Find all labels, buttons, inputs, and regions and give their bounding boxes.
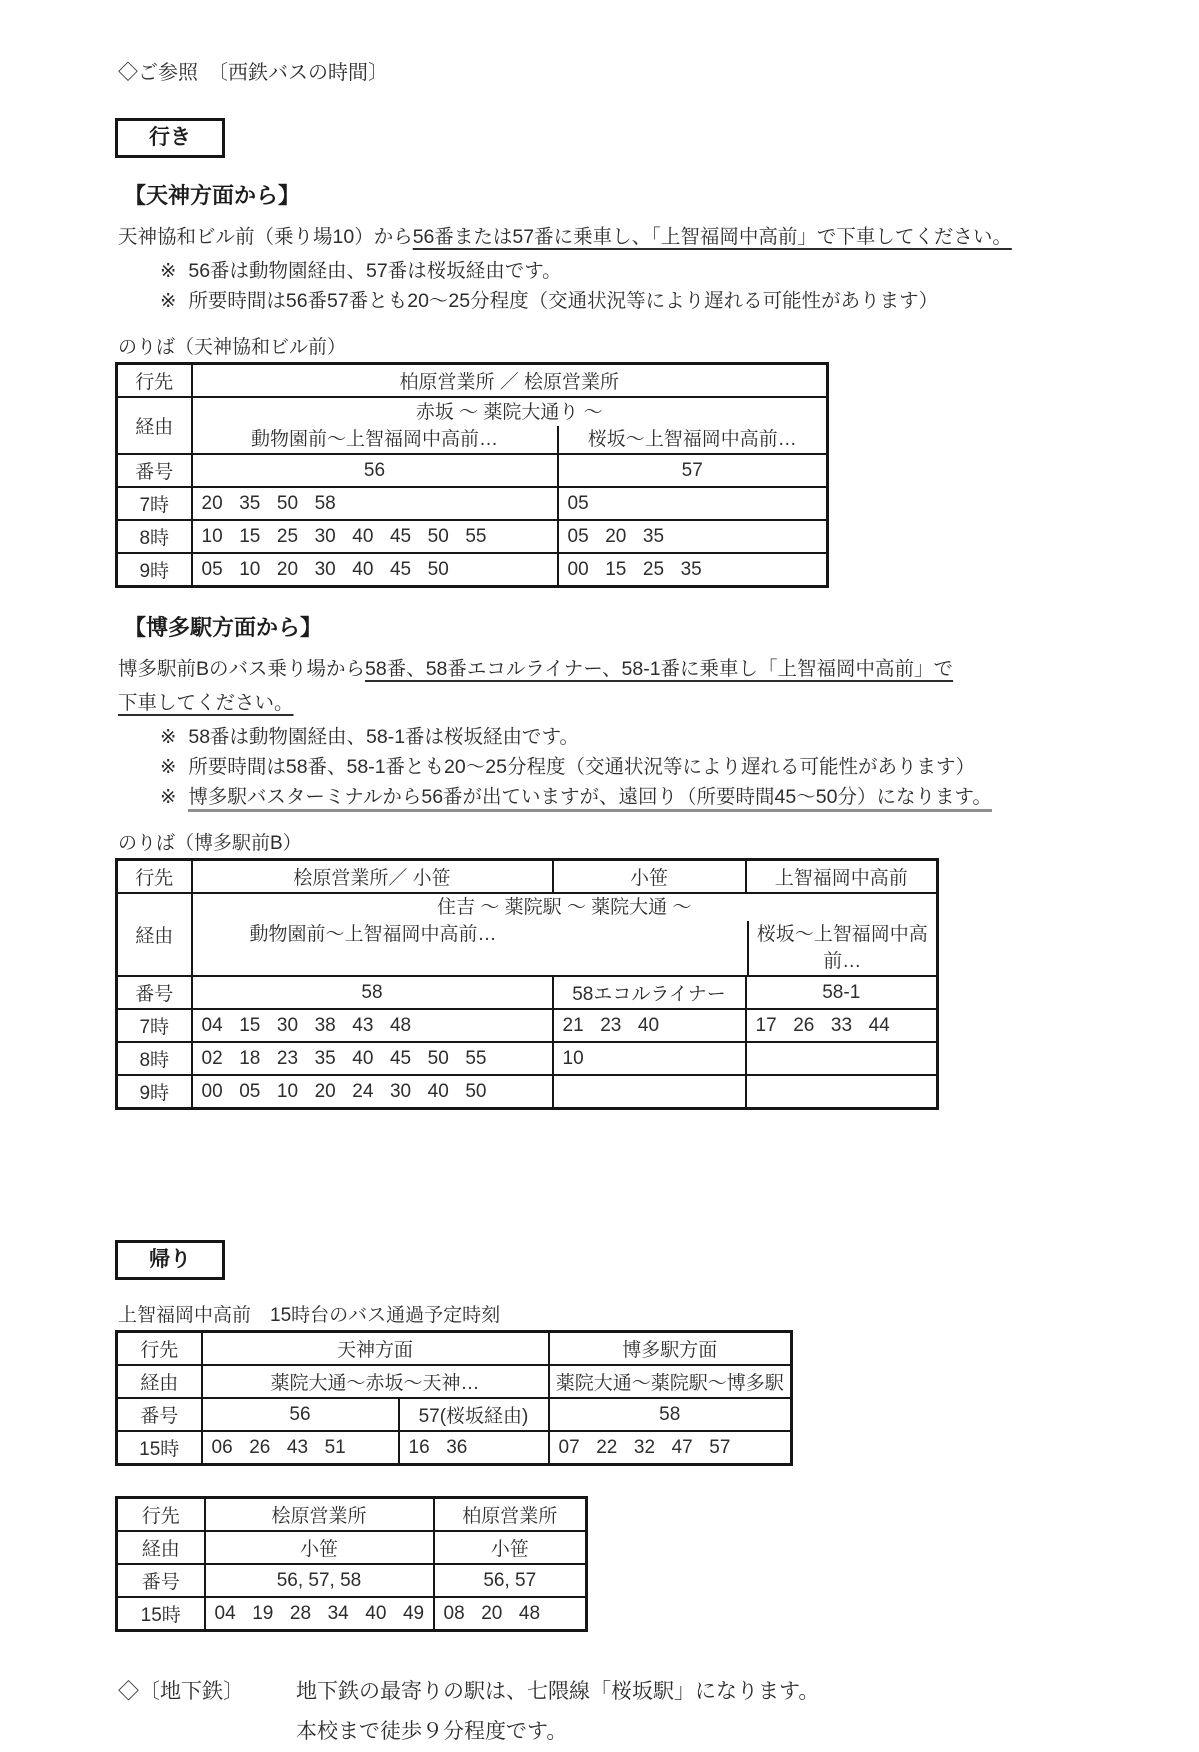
via-cell: 小笹 [205, 1531, 434, 1564]
dest-cell: 柏原営業所 [434, 1498, 587, 1532]
via-row [117, 893, 938, 976]
via-route-1: 動物園前～上智福岡中高前… [193, 426, 559, 453]
hour-label-cell: 8時 [117, 1042, 192, 1075]
times-cell: 05 20 35 [558, 520, 828, 553]
hour-row [117, 553, 828, 587]
hakata-stop-caption: のりば（博多駅前B） [118, 833, 302, 854]
times-cell [746, 1075, 938, 1109]
via-common: 赤坂 ～ 薬院大通り ～ [415, 401, 603, 423]
homeward-badge: 帰り [115, 1240, 225, 1280]
route-number-cell: 58-1 [746, 976, 938, 1009]
via-route-3: 桜坂～上智福岡中高前… [747, 921, 937, 975]
via-branches [193, 921, 937, 975]
via-row [117, 1531, 587, 1564]
via-label-cell: 経由 [117, 1531, 205, 1564]
hour-label-cell: 8時 [117, 520, 192, 553]
hakata-lead-plain: 博多駅前Bのバス乗り場から [118, 658, 366, 680]
homeward-caption: 上智福岡中高前 15時台のバス通過予定時刻 [118, 1305, 501, 1326]
via-route-1: 動物園前～上智福岡中高前… [249, 924, 497, 945]
doc-title: ◇ご参照 〔西鉄バスの時間〕 [118, 62, 388, 84]
hakata-lead-underlined-1: 58番、58番エコルライナー、58-1番に乗車し「上智福岡中高前」で [365, 658, 954, 680]
via-label-cell: 経由 [117, 893, 192, 976]
hakata-note [160, 782, 1171, 812]
route-number-cell: 58エコルライナー [553, 976, 746, 1009]
times-cell: 05 10 20 30 40 45 50 [192, 553, 558, 587]
note-marker: ※ [160, 290, 177, 312]
dest-cell: 博多駅方面 [549, 1332, 792, 1366]
via-cell: 薬院大通～薬院駅～博多駅 [549, 1365, 792, 1398]
tenjin-note [160, 256, 1171, 286]
dest-row [117, 1498, 587, 1532]
note-marker: ※ [160, 726, 177, 748]
route-number-cell: 56 [192, 454, 558, 487]
via-cell: 小笹 [434, 1531, 587, 1564]
hour-label-cell: 9時 [117, 1075, 192, 1109]
dest-row [117, 860, 938, 894]
subway-marker: ◇〔地下鉄〕 [118, 1680, 244, 1703]
route-number-cell: 56, 57, 58 [205, 1564, 434, 1597]
tenjin-heading: 【天神方面から】 [124, 183, 301, 208]
homeward-timetable-depot [115, 1496, 588, 1632]
route-number-cell: 56, 57 [434, 1564, 587, 1597]
via-row [117, 397, 828, 454]
route-number-cell: 57(桜坂経由) [399, 1398, 549, 1431]
note-text-emphasized: 博多駅バスターミナルから56番が出ていますが、遠回り（所要時間45～50分）になります。 [188, 786, 992, 812]
times-cell: 06 26 43 51 [202, 1431, 399, 1465]
times-cell: 08 20 48 [434, 1597, 587, 1631]
tenjin-lead-underlined: 56番または57番に乗車し、「上智福岡中高前」で下車してください。 [412, 226, 1012, 248]
hour-label-cell: 15時 [117, 1431, 202, 1465]
times-cell: 02 18 23 35 40 45 50 55 [192, 1042, 553, 1075]
note-text: 56番は動物園経由、57番は桜坂経由です。 [188, 260, 562, 282]
hour-row [117, 1431, 792, 1465]
times-cell: 00 05 10 20 24 30 40 50 [192, 1075, 553, 1109]
dest-cell: 小笹 [553, 860, 746, 894]
route-number-cell: 57 [558, 454, 828, 487]
homeward-timetable-main [115, 1330, 793, 1466]
dest-cell: 上智福岡中高前 [746, 860, 938, 894]
number-label-cell: 番号 [117, 1398, 202, 1431]
dest-label-cell: 行先 [117, 364, 192, 398]
via-spacer [554, 921, 747, 975]
tenjin-note [160, 286, 1171, 316]
number-row [117, 976, 938, 1009]
hour-row [117, 1075, 938, 1109]
subway-line-1: 地下鉄の最寄りの駅は、七隈線「桜坂駅」になります。 [296, 1680, 820, 1703]
times-cell [553, 1075, 746, 1109]
hakata-lead-underlined-2: 下車してください。 [118, 692, 294, 714]
times-cell: 16 36 [399, 1431, 549, 1465]
hour-row [117, 1042, 938, 1075]
route-number-cell: 58 [549, 1398, 792, 1431]
number-label-cell: 番号 [117, 1564, 205, 1597]
via-branches [193, 426, 827, 453]
hour-label-cell: 9時 [117, 553, 192, 587]
hakata-lead [118, 652, 1171, 720]
via-label-cell: 経由 [117, 397, 192, 454]
tenjin-lead [118, 220, 1171, 254]
times-cell: 04 19 28 34 40 49 [205, 1597, 434, 1631]
number-row [117, 454, 828, 487]
dest-row [117, 1332, 792, 1366]
dest-cell: 桧原営業所 [205, 1498, 434, 1532]
times-cell: 00 15 25 35 [558, 553, 828, 587]
tenjin-stop-caption: のりば（天神協和ビル前） [118, 337, 347, 358]
times-cell [746, 1042, 938, 1075]
via-cell: 薬院大通～赤坂～天神… [202, 1365, 549, 1398]
dest-cell: 天神方面 [202, 1332, 549, 1366]
hour-row [117, 487, 828, 520]
number-label-cell: 番号 [117, 454, 192, 487]
outbound-badge: 行き [115, 118, 225, 158]
note-marker: ※ [160, 756, 177, 778]
tenjin-notes [160, 256, 1171, 316]
hakata-notes [160, 722, 1171, 812]
note-marker: ※ [160, 786, 177, 808]
times-cell: 04 15 30 38 43 48 [192, 1009, 553, 1042]
times-cell: 10 [553, 1042, 746, 1075]
times-cell: 05 [558, 487, 828, 520]
dest-label-cell: 行先 [117, 860, 192, 894]
times-cell: 07 22 32 47 57 [549, 1431, 792, 1465]
route-number-cell: 56 [202, 1398, 399, 1431]
number-row [117, 1398, 792, 1431]
route-number-cell: 58 [192, 976, 553, 1009]
via-row [117, 1365, 792, 1398]
via-cell [192, 397, 828, 454]
note-marker: ※ [160, 260, 177, 282]
hour-row [117, 520, 828, 553]
hakata-note [160, 752, 1171, 782]
tenjin-lead-plain: 天神協和ビル前（乗り場10）から [118, 226, 413, 248]
times-cell: 21 23 40 [553, 1009, 746, 1042]
hakata-heading: 【博多駅方面から】 [124, 615, 323, 640]
via-route-2: 桜坂～上智福岡中高前… [587, 428, 797, 450]
via-cell [192, 893, 938, 976]
via-common: 住吉 ～ 薬院駅 ～ 薬院大通 ～ [437, 897, 692, 918]
dest-label-cell: 行先 [117, 1498, 205, 1532]
note-text: 所要時間は56番57番とも20～25分程度（交通状況等により遅れる可能性があります） [188, 290, 939, 312]
note-text: 58番は動物園経由、58-1番は桜坂経由です。 [188, 726, 580, 748]
subway-lines [296, 1672, 819, 1752]
via-label-cell: 経由 [117, 1365, 202, 1398]
hour-label-cell: 7時 [117, 1009, 192, 1042]
times-cell: 10 15 25 30 40 45 50 55 [192, 520, 558, 553]
times-cell: 20 35 50 58 [192, 487, 558, 520]
hour-row [117, 1597, 587, 1631]
times-cell: 17 26 33 44 [746, 1009, 938, 1042]
hour-row [117, 1009, 938, 1042]
subway-line-2: 本校まで徒歩９分程度です。 [296, 1720, 568, 1743]
dest-label-cell: 行先 [117, 1332, 202, 1366]
dest-row [117, 364, 828, 398]
dest-cell: 桧原営業所／ 小笹 [192, 860, 553, 894]
number-label-cell: 番号 [117, 976, 192, 1009]
number-row [117, 1564, 587, 1597]
hour-label-cell: 15時 [117, 1597, 205, 1631]
note-text: 所要時間は58番、58-1番とも20～25分程度（交通状況等により遅れる可能性があります） [188, 756, 975, 778]
tenjin-timetable [115, 362, 829, 588]
subway-note [118, 1672, 1171, 1752]
hakata-note [160, 722, 1171, 752]
hour-label-cell: 7時 [117, 487, 192, 520]
dest-cell: 柏原営業所 ／ 桧原営業所 [192, 364, 828, 398]
hakata-timetable [115, 858, 939, 1110]
